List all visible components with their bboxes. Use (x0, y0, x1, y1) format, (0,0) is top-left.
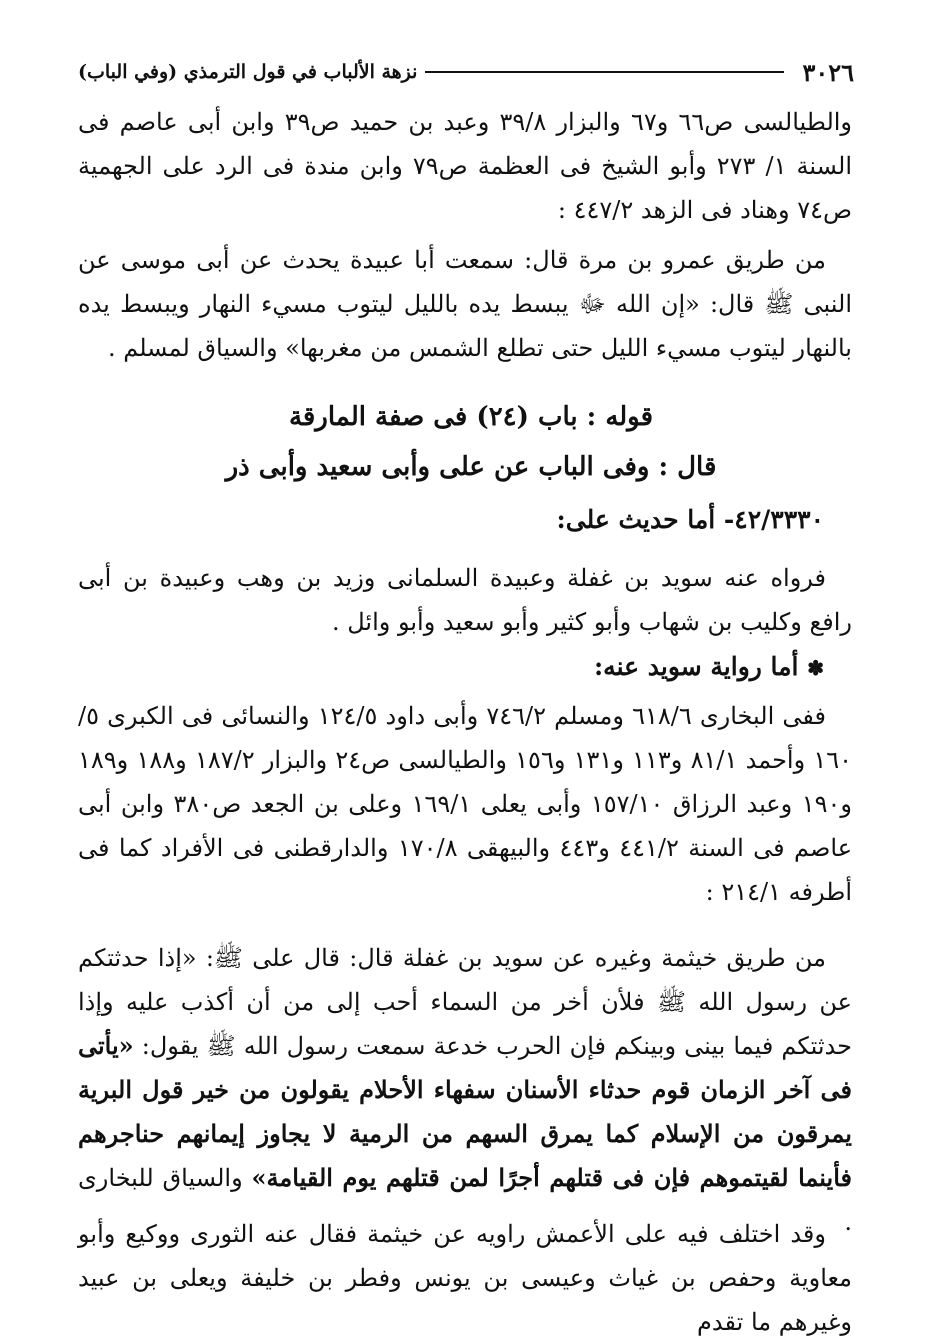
paragraph-hadith-2 (78, 936, 852, 1244)
running-title: نزهة الألباب في قول الترمذي (وفي الباب) (78, 61, 418, 83)
hadith-intro: من طريق خيثمة وغيره عن سويد بن غفلة قال: قال على ﷺ: «إذا حدثتكم عن رسول الله ﷺ فلأن أخر من السماء أحب إلى من أن أكذب عليه وإذا حدثتكم فيما بينى وبينكم فإن الحرب خدعة سمعت رسول الله ﷺ يقول: (78, 944, 852, 1060)
hadith-number-heading: ٤٢/٣٣٣٠- أما حديث على: (556, 505, 824, 534)
paragraph-hadith-1: من طريق عمرو بن مرة قال: سمعت أبا عبيدة يحدث عن أبى موسى عن النبى ﷺ قال: «إن الله ﷻ يبسط يده بالليل ليتوب مسيء النهار ويبسط يده بالنهار ليتوب مسيء الليل حتى تطلع الشمس من مغربها» والسياق لمسلم . (78, 246, 852, 362)
hadith-attribution: والسياق للبخارى . (78, 1164, 852, 1236)
paragraph-discussion: وقد اختلف فيه على الأعمش راويه عن خيثمة فقال عنه الثورى ووكيع وأبو معاوية وحفص بن غياث وعيسى بن يونس وفطر بن خليفة ويعلى بن عبيد وغيرهم ما تقدم (78, 1220, 852, 1336)
section-subheading: قال : وفى الباب عن على وأبى سعيد وأبى ذر (225, 452, 717, 482)
star-icon: ✽ (807, 656, 824, 680)
page-number: ٣٠٢٦ (802, 57, 854, 87)
header-rule (425, 71, 784, 73)
section-heading: قوله : باب (٢٤) فى صفة المارقة (288, 402, 654, 432)
paragraph-sources-2: ففى البخارى ٦١٨/٦ ومسلم ٧٤٦/٢ وأبى داود ١٢٤/٥ والنسائى فى الكبرى ٥/ ١٦٠ وأحمد ٨١/١ و١١٣ و١٣١ و١٥٦ والطيالسى ص٢٤ والبزار ١٨٧/٢ و١٨٨ و١٨٩ و١٩٠ وعبد الرزاق ١٥٧/١٠ وأبى يعلى ١٦٩/١ وعلى بن الجعد ص٣٨٠ وابن أبى عاصم فى السنة ٤٤١/٢ و٤٤٣ والبيهقى ١٧٠/٨ والدارقطنى فى الأفراد كما فى أطرفه ٢١٤/١ : (78, 702, 853, 906)
page-header (78, 52, 854, 92)
narration-subheading-text: أما رواية سويد عنه: (593, 652, 799, 681)
hadith-text-bold: «يأتى فى آخر الزمان قوم حدثاء الأسنان سفهاء الأحلام يقولون من خير قول البرية يمرقون من الإسلام كما يمرق السهم من الرمية لا يجاوز إيمانهم حناجرهم فأينما لقيتموهم فإن فى قتلهم أجرًا لمن قتلهم يوم القيامة» (78, 1031, 852, 1192)
paragraph-sources-1: والطيالسى ص٦٦ و٦٧ والبزار ٣٩/٨ وعبد بن حميد ص٣٩ وابن أبى عاصم فى السنة ١/ ٢٧٣ وأبو الشيخ فى العظمة ص٧٩ وابن مندة فى الرد على الجهمية ص٧٤ وهناد فى الزهد ٤٤٧/٢ : (78, 108, 853, 224)
paragraph-narrators: فرواه عنه سويد بن غفلة وعبيدة السلمانى وزيد بن وهب وعبيدة بن أبى رافع وكليب بن شهاب وأبو كثير وأبو سعيد وأبو وائل . (78, 564, 852, 636)
narration-subheading (594, 652, 824, 681)
